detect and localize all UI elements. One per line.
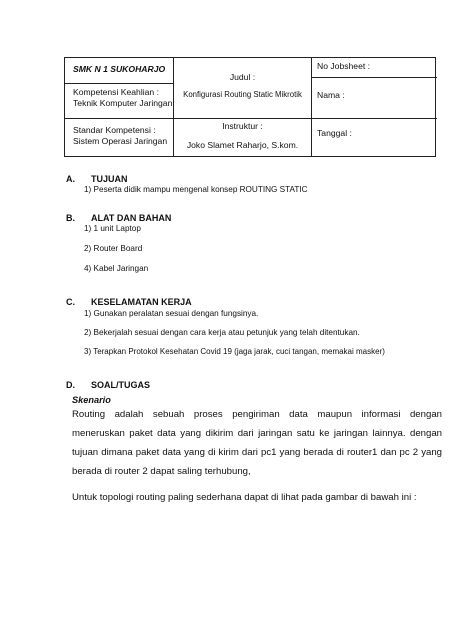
section-title: KESELAMATAN KERJA [91, 297, 192, 307]
section-letter: A. [66, 174, 75, 184]
table-divider [311, 77, 437, 78]
section-letter: C. [66, 297, 75, 307]
section-title: SOAL/TUGAS [91, 380, 151, 390]
list-item: 3) Terapkan Protokol Kesehatan Covid 19 (jaga jarak, cuci tangan, memakai masker) [84, 347, 385, 356]
kompetensi-keahlian-label: Kompetensi Keahlian : [73, 87, 159, 97]
section-letter: B. [66, 213, 75, 223]
table-divider [65, 83, 173, 84]
school-name: SMK N 1 SUKOHARJO [73, 64, 166, 74]
standar-kompetensi-value: Sistem Operasi Jaringan [73, 136, 168, 146]
section-title: ALAT DAN BAHAN [91, 213, 172, 223]
list-item: 1) 1 unit Laptop [84, 224, 141, 233]
instruktur-label: Instruktur : [222, 121, 263, 131]
section-b-heading [66, 213, 171, 223]
scenario-paragraph: Routing adalah sebuah proses pengiriman data maupun informasi dengan meneruskan paket data yang dikirim dari jaringan satu ke jaringan lainnya. dengan tujuan dimana paket data yang di kirim dari pc1 yang berada di router1 dan pc 2 yang berada di router 2 dapat saling terhubung, [72, 409, 442, 477]
jobsheet-label: No Jobsheet : [317, 61, 371, 71]
kompetensi-keahlian-value: Teknik Komputer Jaringan [73, 98, 173, 108]
judul-value: Konfigurasi Routing Static Mikrotik [183, 90, 302, 99]
header-table [64, 57, 436, 157]
list-item: 2) Router Board [84, 244, 143, 253]
judul-label: Judul : [229, 72, 256, 82]
section-letter: D. [66, 380, 75, 390]
standar-kompetensi-label: Standar Kompetensi : [73, 125, 156, 135]
list-item: 1) Peserta didik mampu mengenal konsep ROUTING STATIC [84, 185, 308, 194]
tanggal-label: Tanggal : [317, 128, 352, 138]
section-c-heading [66, 297, 192, 307]
section-a-heading [66, 174, 128, 184]
section-title: TUJUAN [91, 174, 128, 184]
table-divider [65, 118, 437, 119]
table-divider [311, 58, 312, 156]
topology-paragraph: Untuk topologi routing paling sederhana dapat di lihat pada gambar di bawah ini : [72, 492, 417, 503]
instruktur-value: Joko Slamet Raharjo, S.kom. [186, 140, 299, 150]
section-d-heading [66, 380, 150, 390]
list-item: 4) Kabel Jaringan [84, 264, 149, 273]
scenario-subtitle: Skenario [72, 395, 111, 405]
nama-label: Nama : [317, 90, 345, 100]
list-item: 1) Gunakan peralatan sesuai dengan fungsinya. [84, 309, 259, 318]
list-item: 2) Bekerjalah sesuai dengan cara kerja atau petunjuk yang telah ditentukan. [84, 328, 360, 337]
